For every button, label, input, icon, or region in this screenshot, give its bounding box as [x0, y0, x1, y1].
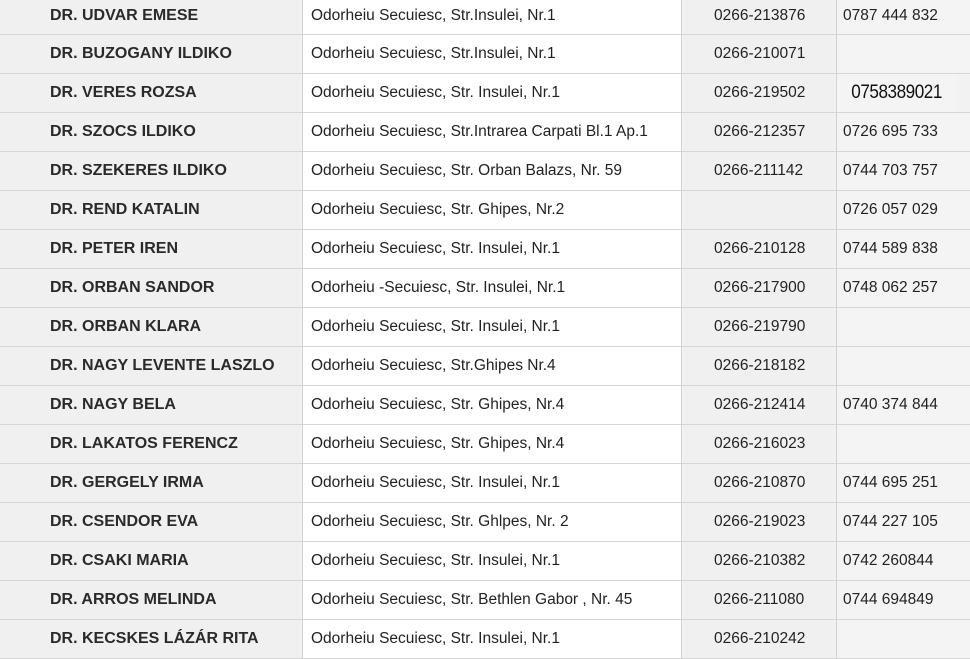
address: Odorheiu Secuiesc, Str. Orban Balazs, Nr. 59 [302, 152, 682, 190]
doctor-name: DR. CSAKI MARIA [0, 542, 300, 580]
doctor-name: DR. UDVAR EMESE [0, 0, 300, 34]
mobile-phone [836, 425, 970, 463]
landline-phone: 0266-217900 [684, 269, 834, 307]
mobile-phone: 0744 694849 [836, 581, 970, 619]
mobile-phone: 0748 062 257 [836, 269, 970, 307]
mobile-phone [836, 308, 970, 346]
doctor-name: DR. ORBAN KLARA [0, 308, 300, 346]
landline-phone: 0266-216023 [684, 425, 834, 463]
address: Odorheiu Secuiesc, Str. Ghlpes, Nr. 2 [302, 503, 682, 541]
table-row [0, 347, 970, 386]
mobile-phone: 0740 374 844 [836, 386, 970, 424]
table-row [0, 464, 970, 503]
table-row [0, 113, 970, 152]
doctor-name: DR. ARROS MELINDA [0, 581, 300, 619]
mobile-phone: 0758389021 [836, 74, 957, 112]
mobile-phone: 0744 227 105 [836, 503, 970, 541]
landline-phone: 0266-218182 [684, 347, 834, 385]
table-row [0, 0, 970, 35]
mobile-phone: 0742 260844 [836, 542, 970, 580]
address: Odorheiu Secuiesc, Str. Insulei, Nr.1 [302, 464, 682, 502]
mobile-phone: 0787 444 832 [836, 0, 970, 34]
address: Odorheiu Secuiesc, Str. Bethlen Gabor , Nr. 45 [302, 581, 682, 619]
address: Odorheiu Secuiesc, Str.Intrarea Carpati Bl.1 Ap.1 [302, 113, 682, 151]
address: Odorheiu Secuiesc, Str. Insulei, Nr.1 [302, 74, 682, 112]
table-row [0, 308, 970, 347]
mobile-phone [836, 347, 970, 385]
address: Odorheiu Secuiesc, Str. Insulei, Nr.1 [302, 308, 682, 346]
table-row [0, 35, 970, 74]
doctor-name: DR. BUZOGANY ILDIKO [0, 35, 300, 73]
doctor-name: DR. CSENDOR EVA [0, 503, 300, 541]
table-row [0, 542, 970, 581]
mobile-phone: 0744 589 838 [836, 230, 970, 268]
address: Odorheiu Secuiesc, Str.Ghipes Nr.4 [302, 347, 682, 385]
address: Odorheiu Secuiesc, Str. Insulei, Nr.1 [302, 230, 682, 268]
address: Odorheiu Secuiesc, Str. Ghipes, Nr.2 [302, 191, 682, 229]
table-row [0, 620, 970, 659]
address: Odorheiu Secuiesc, Str.Insulei, Nr.1 [302, 35, 682, 73]
landline-phone: 0266-211080 [684, 581, 834, 619]
table-row [0, 386, 970, 425]
doctor-name: DR. REND KATALIN [0, 191, 300, 229]
mobile-phone: 0744 695 251 [836, 464, 970, 502]
table-row [0, 191, 970, 230]
doctor-name: DR. SZEKERES ILDIKO [0, 152, 300, 190]
doctor-name: DR. LAKATOS FERENCZ [0, 425, 300, 463]
landline-phone: 0266-210071 [684, 35, 834, 73]
table-row [0, 425, 970, 464]
landline-phone: 0266-210242 [684, 620, 834, 658]
doctor-name: DR. PETER IREN [0, 230, 300, 268]
table-row [0, 503, 970, 542]
landline-phone: 0266-211142 [684, 152, 834, 190]
landline-phone: 0266-213876 [684, 0, 834, 34]
doctor-name: DR. GERGELY IRMA [0, 464, 300, 502]
landline-phone: 0266-210870 [684, 464, 834, 502]
table-row [0, 74, 970, 113]
address: Odorheiu -Secuiesc, Str. Insulei, Nr.1 [302, 269, 682, 307]
doctor-name: DR. SZOCS ILDIKO [0, 113, 300, 151]
table-row [0, 152, 970, 191]
address: Odorheiu Secuiesc, Str. Ghipes, Nr.4 [302, 386, 682, 424]
address: Odorheiu Secuiesc, Str. Ghipes, Nr.4 [302, 425, 682, 463]
landline-phone: 0266-210382 [684, 542, 834, 580]
mobile-phone: 0744 703 757 [836, 152, 970, 190]
doctor-name: DR. VERES ROZSA [0, 74, 300, 112]
landline-phone: 0266-210128 [684, 230, 834, 268]
address: Odorheiu Secuiesc, Str. Insulei, Nr.1 [302, 542, 682, 580]
doctor-name: DR. ORBAN SANDOR [0, 269, 300, 307]
doctor-name: DR. KECSKES LÁZÁR RITA [0, 620, 300, 658]
doctor-name: DR. NAGY LEVENTE LASZLO [0, 347, 300, 385]
landline-phone: 0266-212414 [684, 386, 834, 424]
mobile-phone: 0726 057 029 [836, 191, 970, 229]
table-row [0, 230, 970, 269]
mobile-phone [836, 620, 970, 658]
mobile-phone [836, 35, 970, 73]
landline-phone: 0266-219790 [684, 308, 834, 346]
landline-phone [684, 191, 834, 229]
table-row [0, 581, 970, 620]
landline-phone: 0266-212357 [684, 113, 834, 151]
address: Odorheiu Secuiesc, Str.Insulei, Nr.1 [302, 0, 682, 34]
address: Odorheiu Secuiesc, Str. Insulei, Nr.1 [302, 620, 682, 658]
mobile-phone: 0726 695 733 [836, 113, 970, 151]
doctor-name: DR. NAGY BELA [0, 386, 300, 424]
landline-phone: 0266-219502 [684, 74, 834, 112]
table-row [0, 269, 970, 308]
landline-phone: 0266-219023 [684, 503, 834, 541]
